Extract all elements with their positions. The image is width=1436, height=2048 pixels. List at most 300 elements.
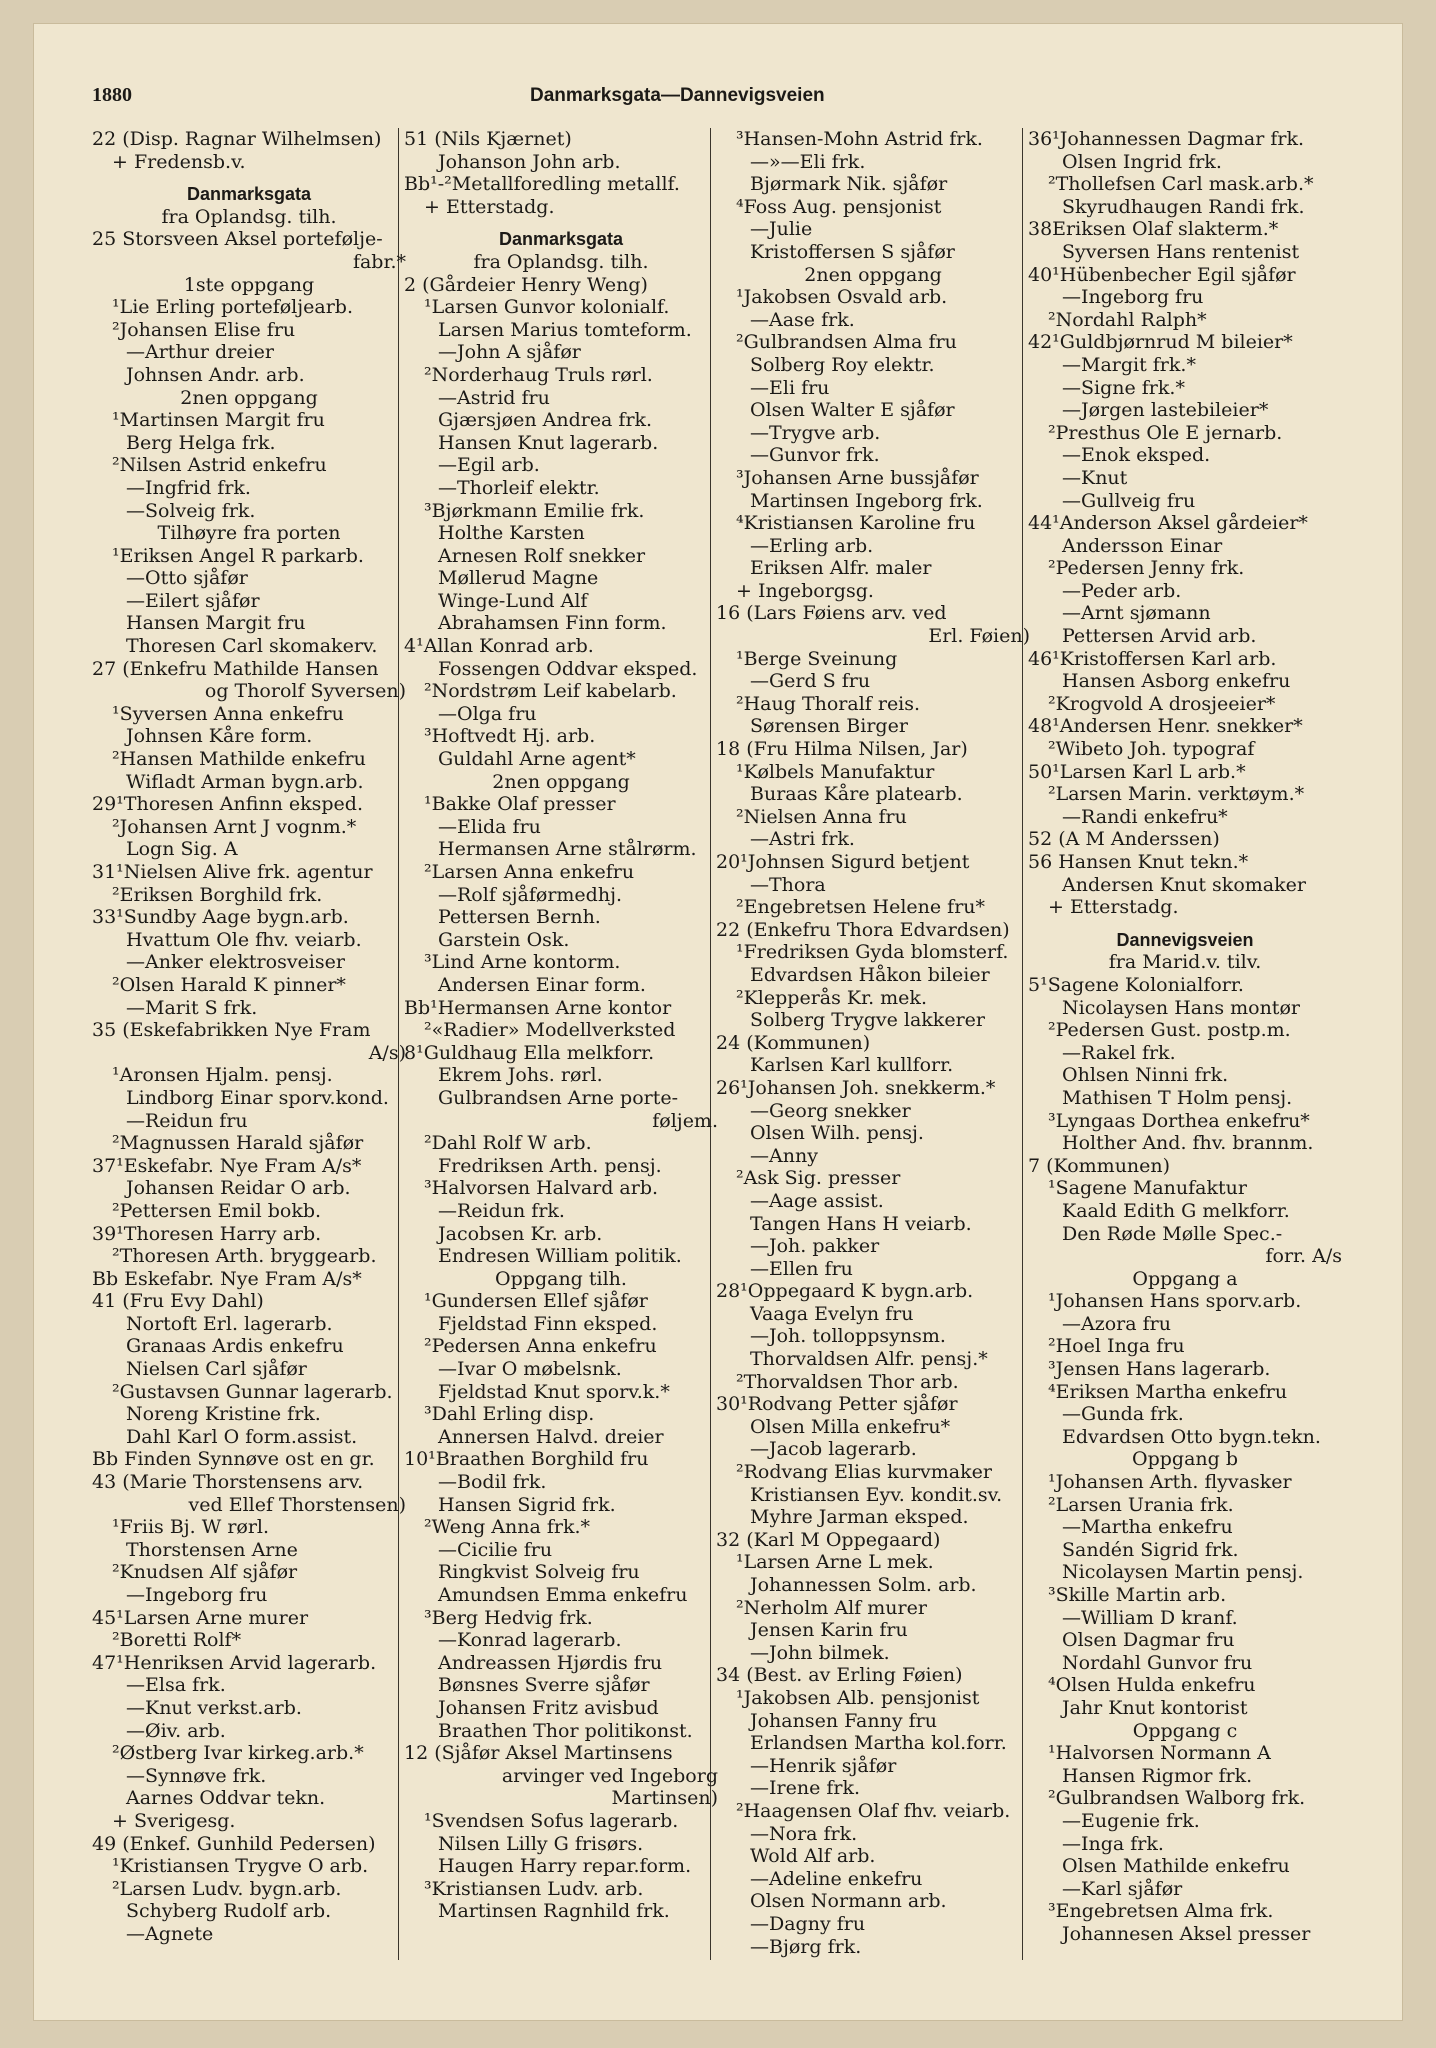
directory-entry: ³Hoftvedt Hj. arb. bbox=[424, 725, 596, 748]
directory-entry: 50¹Larsen Karl L arb.* bbox=[1028, 760, 1246, 783]
directory-entry: Andersen Einar form. bbox=[438, 973, 646, 996]
directory-entry: —John A sjåfør bbox=[438, 341, 581, 364]
directory-entry: Vaaga Evelyn fru bbox=[750, 1302, 914, 1325]
directory-entry: ¹Larsen Gunvor kolonialf. bbox=[424, 296, 670, 319]
directory-entry: —Otto sjåfør bbox=[126, 567, 248, 590]
directory-entry: —Henrik sjåfør bbox=[750, 1754, 897, 1777]
directory-entry: 27 (Enkefru Mathilde Hansen bbox=[92, 657, 379, 680]
directory-entry: 37¹Eskefabr. Nye Fram A/s* bbox=[92, 1154, 362, 1177]
directory-entry: —William D kranf. bbox=[1062, 1606, 1238, 1629]
directory-entry: —Nora frk. bbox=[750, 1822, 858, 1845]
directory-entry: Tilhøyre fra porten bbox=[157, 522, 341, 545]
directory-entry: —Cicilie fru bbox=[438, 1538, 553, 1561]
directory-entry: 18 (Fru Hilma Nilsen, Jar) bbox=[716, 738, 968, 761]
directory-entry: ⁴Kristiansen Karoline fru bbox=[736, 512, 976, 535]
directory-entry: —Knut verkst.arb. bbox=[126, 1696, 302, 1719]
directory-entry: Andersson Einar bbox=[1062, 534, 1223, 557]
directory-entry: —Rakel frk. bbox=[1062, 1041, 1176, 1064]
directory-entry: og Thorolf Syversen) bbox=[204, 680, 406, 703]
directory-entry: Edvardsen Håkon bileier bbox=[750, 963, 990, 986]
directory-entry: 35 (Eskefabrikken Nye Fram bbox=[92, 1019, 371, 1042]
directory-entry: Martinsen) bbox=[611, 1787, 718, 1810]
directory-entry: —Bjørg frk. bbox=[750, 1935, 862, 1958]
directory-entry: Olsen Mathilde enkefru bbox=[1062, 1855, 1290, 1878]
directory-entry: Andersen Knut skomaker bbox=[1062, 873, 1306, 896]
directory-entry: —Ingeborg fru bbox=[1062, 286, 1204, 309]
directory-entry: Skyrudhaugen Randi frk. bbox=[1062, 195, 1305, 218]
directory-entry: Wold Alf arb. bbox=[750, 1845, 876, 1868]
directory-entry: ²Weng Anna frk.* bbox=[424, 1516, 591, 1539]
directory-entry: ²Thoresen Arth. bryggearb. bbox=[112, 1245, 377, 1268]
directory-entry: + Sverigesg. bbox=[112, 1809, 236, 1832]
directory-entry: Hansen Margit fru bbox=[126, 612, 306, 635]
directory-entry: 24 (Kommunen) bbox=[716, 1031, 871, 1054]
directory-entry: Erl. Føien) bbox=[928, 625, 1030, 648]
directory-column-2 bbox=[404, 128, 718, 1923]
directory-entry: ²Olsen Harald K pinner* bbox=[112, 973, 346, 996]
directory-entry: —Julie bbox=[750, 218, 813, 241]
directory-entry: —Knut bbox=[1062, 466, 1128, 489]
directory-entry: Kaald Edith G melkforr. bbox=[1062, 1199, 1290, 1222]
directory-entry: Aarnes Oddvar tekn. bbox=[126, 1787, 326, 1810]
directory-entry: ³Lyngaas Dorthea enkefru* bbox=[1048, 1109, 1310, 1132]
directory-entry: —Synnøve frk. bbox=[126, 1764, 267, 1787]
directory-entry: + Etterstadg. bbox=[1048, 896, 1179, 919]
directory-entry: —Arthur dreier bbox=[126, 341, 274, 364]
directory-entry: Braathen Thor politikonst. bbox=[438, 1719, 693, 1742]
directory-entry: + Fredensb.v. bbox=[112, 150, 246, 173]
running-title: Danmarksgata—Dannevigsveien bbox=[530, 85, 825, 106]
directory-entry: arvinger ved Ingeborg bbox=[501, 1764, 718, 1787]
directory-entry: —Astri frk. bbox=[750, 828, 855, 851]
directory-entry: Johansen Reidar O arb. bbox=[126, 1177, 351, 1200]
directory-entry: ²Boretti Rolf* bbox=[112, 1629, 242, 1652]
directory-entry: Arnesen Rolf snekker bbox=[438, 544, 646, 567]
directory-entry: Johannesen Aksel presser bbox=[1062, 1922, 1311, 1945]
directory-entry: —Egil arb. bbox=[438, 454, 540, 477]
directory-entry: —Reidun fru bbox=[126, 1109, 248, 1132]
directory-entry: Nilsen Lilly G frisørs. bbox=[438, 1832, 644, 1855]
directory-entry: Thorvaldsen Alfr. pensj.* bbox=[750, 1348, 988, 1371]
directory-entry: —Adeline enkefru bbox=[750, 1867, 923, 1890]
directory-entry: —Gullveig fru bbox=[1062, 489, 1196, 512]
directory-entry: Bjørmark Nik. sjåfør bbox=[750, 173, 948, 196]
directory-entry: Jacobsen Kr. arb. bbox=[438, 1222, 603, 1245]
directory-entry: Johansen Fritz avisbud bbox=[438, 1696, 659, 1719]
directory-entry: —Anny bbox=[750, 1144, 818, 1167]
directory-entry: Fredriksen Arth. pensj. bbox=[438, 1154, 662, 1177]
directory-entry: Tangen Hans H veiarb. bbox=[750, 1212, 972, 1235]
directory-entry: fra Oplandsg. tilh. bbox=[161, 205, 337, 228]
directory-entry: 8¹Guldhaug Ella melkforr. bbox=[404, 1041, 655, 1064]
directory-entry: ³Halvorsen Halvard arb. bbox=[424, 1177, 659, 1200]
directory-entry: 20¹Johnsen Sigurd betjent bbox=[716, 851, 970, 873]
directory-entry: Bb Finden Synnøve ost en gr. bbox=[92, 1448, 375, 1471]
directory-entry: ¹Martinsen Margit fru bbox=[112, 409, 325, 432]
page-number: 1880 bbox=[92, 84, 132, 106]
directory-entry: ²Nilsen Astrid enkefru bbox=[112, 454, 327, 477]
directory-entry: ¹Friis Bj. W rørl. bbox=[112, 1516, 270, 1539]
directory-entry: ²Larsen Marin. verktøym.* bbox=[1048, 783, 1305, 806]
directory-entry: ³Lind Arne kontorm. bbox=[424, 951, 621, 974]
directory-entry: —Eilert sjåfør bbox=[126, 589, 260, 612]
directory-entry: —Thorleif elektr. bbox=[438, 476, 600, 499]
directory-entry: + Etterstadg. bbox=[424, 195, 555, 218]
directory-column-3 bbox=[716, 128, 1030, 1958]
directory-entry: Hansen Sigrid frk. bbox=[438, 1493, 616, 1516]
directory-entry: Olsen Dagmar fru bbox=[1062, 1629, 1235, 1652]
directory-entry: Olsen Walter E sjåfør bbox=[750, 399, 955, 422]
directory-entry: ¹Kølbels Manufaktur bbox=[736, 760, 935, 783]
directory-entry: ¹Kristiansen Trygve O arb. bbox=[112, 1855, 369, 1878]
directory-entry: ²Thollefsen Carl mask.arb.* bbox=[1048, 173, 1314, 196]
street-heading: Danmarksgata bbox=[186, 184, 312, 205]
directory-entry: 41 (Fru Evy Dahl) bbox=[92, 1290, 264, 1313]
directory-entry: 36¹Johannessen Dagmar frk. bbox=[1028, 128, 1305, 150]
directory-entry: Ringkvist Solveig fru bbox=[438, 1561, 640, 1584]
directory-entry: —Aase frk. bbox=[750, 308, 855, 331]
directory-entry: —Gunvor frk. bbox=[750, 444, 880, 467]
directory-entry: —Rolf sjåførmedhj. bbox=[438, 883, 623, 906]
directory-entry: Pettersen Bernh. bbox=[438, 906, 601, 929]
directory-entry: 25 Storsveen Aksel portefølje- bbox=[92, 228, 383, 251]
directory-entry: ²Magnussen Harald sjåfør bbox=[112, 1132, 364, 1155]
directory-entry: Bb¹Hermansen Arne kontor bbox=[404, 996, 672, 1019]
directory-entry: Bb¹-²Metallforedling metallf. bbox=[404, 173, 680, 196]
directory-entry: Holthe Karsten bbox=[438, 522, 585, 545]
directory-entry: Oppgang a bbox=[1132, 1267, 1238, 1290]
directory-entry: ²Krogvold A drosjeeier* bbox=[1048, 692, 1276, 715]
directory-entry: ¹Johansen Arth. flyvasker bbox=[1048, 1471, 1292, 1494]
directory-entry: —Solveig frk. bbox=[126, 499, 256, 522]
directory-entry: ¹Jakobsen Alb. pensjonist bbox=[736, 1686, 980, 1709]
directory-entry: ¹Gundersen Ellef sjåfør bbox=[424, 1290, 648, 1313]
directory-entry: 22 (Enkefru Thora Edvardsen) bbox=[716, 918, 1010, 941]
directory-entry: ¹Syversen Anna enkefru bbox=[112, 702, 344, 725]
directory-entry: 29¹Thoresen Anfinn eksped. bbox=[92, 793, 364, 816]
directory-entry: 33¹Sundby Aage bygn.arb. bbox=[92, 906, 349, 929]
directory-entry: —Ingfrid frk. bbox=[126, 476, 251, 499]
directory-entry: ²Klepperås Kr. mek. bbox=[736, 986, 927, 1009]
directory-entry: —Georg snekker bbox=[750, 1099, 911, 1122]
directory-entry: 2 (Gårdeier Henry Weng) bbox=[404, 273, 648, 296]
directory-entry: Martinsen Ingeborg frk. bbox=[750, 489, 983, 512]
directory-entry: ⁴Olsen Hulda enkefru bbox=[1048, 1674, 1256, 1697]
directory-entry: ²Larsen Anna enkefru bbox=[424, 861, 635, 883]
directory-entry: Thoresen Carl skomakerv. bbox=[126, 635, 378, 658]
directory-entry: ²Haug Thoralf reis. bbox=[736, 692, 921, 715]
directory-entry: ²Larsen Urania frk. bbox=[1048, 1493, 1234, 1516]
directory-entry: ²Larsen Ludv. bygn.arb. bbox=[112, 1877, 342, 1900]
directory-entry: Gulbrandsen Arne porte- bbox=[438, 1086, 679, 1109]
directory-entry: Hermansen Arne stålrørm. bbox=[438, 838, 697, 861]
directory-entry: —Elida fru bbox=[438, 815, 541, 838]
directory-entry: Thorstensen Arne bbox=[126, 1538, 298, 1561]
directory-entry: ²Østberg Ivar kirkeg.arb.* bbox=[112, 1742, 364, 1765]
directory-entry: 12 (Sjåfør Aksel Martinsens bbox=[404, 1742, 673, 1765]
directory-entry: ²Norderhaug Truls rørl. bbox=[424, 363, 653, 386]
directory-entry: føljem. bbox=[652, 1109, 718, 1132]
directory-entry: Erlandsen Martha kol.forr. bbox=[750, 1732, 1007, 1755]
directory-entry: —Peder arb. bbox=[1062, 579, 1182, 602]
directory-entry: Olsen Wilh. pensj. bbox=[750, 1122, 924, 1145]
directory-entry: ³Berg Hedvig frk. bbox=[424, 1606, 593, 1629]
directory-entry: 31¹Nielsen Alive frk. agentur bbox=[92, 861, 373, 883]
directory-entry: ²Nielsen Anna fru bbox=[736, 805, 907, 828]
directory-entry: Annersen Halvd. dreier bbox=[438, 1425, 664, 1448]
directory-entry: fra Oplandsg. tilh. bbox=[473, 250, 649, 273]
directory-entry: 10¹Braathen Borghild fru bbox=[404, 1448, 649, 1471]
directory-entry: ²Ask Sig. presser bbox=[736, 1167, 901, 1190]
directory-entry: Karlsen Karl kullforr. bbox=[750, 1054, 954, 1077]
directory-entry: ²Johansen Arnt J vognm.* bbox=[112, 815, 357, 838]
directory-entry: ³Johansen Arne bussjåfør bbox=[736, 466, 979, 489]
directory-entry: —Randi enkefru* bbox=[1062, 805, 1228, 828]
directory-entry: ²Gulbrandsen Alma fru bbox=[736, 331, 957, 354]
directory-entry: —Ellen fru bbox=[750, 1257, 853, 1280]
directory-entry: 7 (Kommunen) bbox=[1028, 1154, 1171, 1177]
directory-entry: —Ingeborg fru bbox=[126, 1584, 268, 1606]
directory-entry: —Joh. tolloppsynsm. bbox=[750, 1325, 946, 1348]
directory-entry: —Eli fru bbox=[750, 376, 830, 399]
directory-entry: Endresen William politik. bbox=[438, 1245, 682, 1268]
directory-entry: 32 (Karl M Oppegaard) bbox=[716, 1528, 941, 1551]
directory-entry: ²Thorvaldsen Thor arb. bbox=[736, 1370, 959, 1393]
directory-entry: Larsen Marius tomteform. bbox=[438, 318, 692, 341]
directory-entry: 38Eriksen Olaf slakterm.* bbox=[1028, 218, 1279, 241]
directory-entry: ²Dahl Rolf W arb. bbox=[424, 1132, 592, 1155]
directory-entry: —Erling arb. bbox=[750, 534, 874, 557]
directory-entry: 22 (Disp. Ragnar Wilhelmsen) bbox=[92, 128, 382, 150]
directory-entry: 5¹Sagene Kolonialforr. bbox=[1028, 973, 1244, 996]
directory-entry: —Trygve arb. bbox=[750, 421, 881, 444]
directory-entry: Fossengen Oddvar eksped. bbox=[438, 657, 698, 680]
directory-entry: —John bilmek. bbox=[750, 1641, 890, 1664]
directory-entry: Jahr Knut kontorist bbox=[1062, 1696, 1248, 1719]
directory-entry: —Eugenie frk. bbox=[1062, 1809, 1200, 1832]
directory-entry: Logn Sig. A bbox=[126, 838, 238, 861]
directory-entry: ²Pedersen Gust. postp.m. bbox=[1048, 1019, 1291, 1042]
directory-entry: 56 Hansen Knut tekn.* bbox=[1028, 851, 1249, 873]
directory-entry: Nordahl Gunvor fru bbox=[1062, 1651, 1253, 1674]
directory-entry: Solberg Roy elektr. bbox=[750, 353, 935, 376]
directory-entry: Andreassen Hjørdis fru bbox=[438, 1651, 663, 1674]
directory-entry: ¹Halvorsen Normann A bbox=[1048, 1742, 1271, 1765]
directory-entry: —Dagny fru bbox=[750, 1912, 866, 1935]
directory-entry: 34 (Best. av Erling Føien) bbox=[716, 1664, 963, 1687]
directory-entry: 51 (Nils Kjærnet) bbox=[404, 128, 572, 150]
directory-entry: —»—Eli frk. bbox=[750, 150, 866, 173]
directory-entry: ²Engebretsen Helene fru* bbox=[736, 896, 986, 919]
directory-entry: —Jacob lagerarb. bbox=[750, 1438, 917, 1461]
directory-entry: 40¹Hübenbecher Egil sjåfør bbox=[1028, 263, 1296, 286]
directory-entry: Solberg Trygve lakkerer bbox=[750, 1009, 985, 1032]
directory-entry: Bønsnes Sverre sjåfør bbox=[438, 1674, 650, 1697]
directory-entry: ³Kristiansen Ludv. arb. bbox=[424, 1877, 644, 1900]
directory-entry: Oppgang tilh. bbox=[495, 1267, 627, 1290]
directory-entry: forr. A/s bbox=[1265, 1245, 1342, 1268]
directory-entry: —Signe frk.* bbox=[1062, 376, 1185, 399]
directory-entry: Johansen Fanny fru bbox=[750, 1709, 937, 1732]
directory-entry: —Øiv. arb. bbox=[126, 1719, 226, 1742]
directory-entry: ¹Svendsen Sofus lagerarb. bbox=[424, 1809, 679, 1832]
directory-entry: Nicolaysen Martin pensj. bbox=[1062, 1561, 1304, 1584]
directory-entry: Olsen Ingrid frk. bbox=[1062, 150, 1222, 173]
directory-entry: ²Pettersen Emil bokb. bbox=[112, 1199, 322, 1222]
directory-entry: Gjærsjøen Andrea frk. bbox=[438, 409, 653, 432]
directory-entry: —Agnete bbox=[126, 1922, 214, 1945]
directory-entry: Amundsen Emma enkefru bbox=[438, 1584, 688, 1606]
directory-entry: fra Marid.v. tilv. bbox=[1108, 951, 1262, 974]
directory-entry: 2nen oppgang bbox=[492, 770, 630, 793]
directory-entry: ³Jensen Hans lagerarb. bbox=[1048, 1358, 1271, 1381]
directory-entry: —Enok eksped. bbox=[1062, 444, 1211, 467]
directory-entry: fabr.* bbox=[352, 250, 406, 273]
directory-entry: —Reidun frk. bbox=[438, 1199, 565, 1222]
directory-entry: Mathisen T Holm pensj. bbox=[1062, 1086, 1293, 1109]
directory-entry: ²Hoel Inga fru bbox=[1048, 1335, 1185, 1358]
directory-entry: + Ingeborgsg. bbox=[736, 579, 874, 602]
directory-entry: Holther And. fhv. brannm. bbox=[1062, 1132, 1314, 1155]
directory-entry: Bb Eskefabr. Nye Fram A/s* bbox=[92, 1267, 362, 1290]
directory-entry: 44¹Anderson Aksel gårdeier* bbox=[1028, 512, 1308, 535]
directory-entry: —Aage assist. bbox=[750, 1189, 884, 1212]
directory-entry: Jensen Karin fru bbox=[750, 1619, 908, 1642]
directory-entry: Lindborg Einar sporv.kond. bbox=[126, 1086, 389, 1109]
directory-entry: 16 (Lars Føiens arv. ved bbox=[716, 602, 947, 625]
directory-entry: ²Hansen Mathilde enkefru bbox=[112, 748, 366, 771]
directory-entry: ²Haagensen Olaf fhv. veiarb. bbox=[736, 1799, 1011, 1822]
directory-entry: —Gunda frk. bbox=[1062, 1403, 1184, 1426]
directory-entry: Hansen Knut lagerarb. bbox=[438, 431, 659, 454]
street-heading: Dannevigsveien bbox=[1116, 929, 1254, 950]
directory-entry: Fjeldstad Knut sporv.k.* bbox=[438, 1380, 670, 1403]
directory-entry: Sørensen Birger bbox=[750, 715, 908, 738]
directory-entry: Winge-Lund Alf bbox=[438, 589, 588, 612]
directory-entry: ⁴Eriksen Martha enkefru bbox=[1048, 1380, 1288, 1403]
directory-entry: 48¹Andersen Henr. snekker* bbox=[1028, 715, 1303, 738]
directory-entry: Fjeldstad Finn eksped. bbox=[438, 1312, 658, 1335]
directory-entry: —Azora fru bbox=[1062, 1312, 1171, 1335]
directory-entry: —Irene frk. bbox=[750, 1777, 861, 1800]
directory-entry: Noreng Kristine frk. bbox=[126, 1403, 321, 1426]
directory-entry: ²Johansen Elise fru bbox=[112, 318, 296, 341]
directory-entry: Ekrem Johs. rørl. bbox=[438, 1064, 603, 1087]
directory-entry: 26¹Johansen Joh. snekkerm.* bbox=[716, 1076, 996, 1099]
directory-entry: ³Hansen-Mohn Astrid frk. bbox=[736, 128, 983, 150]
directory-entry: Abrahamsen Finn form. bbox=[438, 612, 667, 635]
directory-entry: Oppgang b bbox=[1132, 1448, 1238, 1471]
directory-entry: 2nen oppgang bbox=[804, 263, 942, 286]
directory-entry: 4¹Allan Konrad arb. bbox=[404, 635, 594, 658]
directory-entry: Syversen Hans rentenist bbox=[1062, 240, 1300, 263]
directory-column-4 bbox=[1028, 128, 1342, 1946]
directory-entry: Den Røde Mølle Spec.- bbox=[1062, 1222, 1283, 1245]
directory-entry: —Arnt sjømann bbox=[1062, 602, 1211, 625]
directory-entry: Berg Helga frk. bbox=[126, 431, 276, 454]
directory-entry: 43 (Marie Thorstensens arv. bbox=[92, 1471, 364, 1494]
directory-entry: Haugen Harry repar.form. bbox=[438, 1855, 692, 1878]
directory-entry: 46¹Kristoffersen Karl arb. bbox=[1028, 647, 1277, 670]
directory-entry: Kristiansen Eyv. kondit.sv. bbox=[750, 1483, 1003, 1506]
directory-entry: 30¹Rodvang Petter sjåfør bbox=[716, 1393, 958, 1416]
directory-entry: Myhre Jarman eksped. bbox=[750, 1506, 969, 1529]
directory-entry: —Ivar O møbelsnk. bbox=[438, 1358, 622, 1381]
directory-entry: ²«Radier» Modellverksted bbox=[424, 1019, 676, 1042]
directory-entry: Edvardsen Otto bygn.tekn. bbox=[1062, 1425, 1321, 1448]
directory-entry: ²Nordstrøm Leif kabelarb. bbox=[424, 680, 677, 703]
directory-entry: —Marit S frk. bbox=[126, 996, 258, 1019]
directory-entry: —Inga frk. bbox=[1062, 1832, 1164, 1855]
directory-entry: Nortoft Erl. lagerarb. bbox=[126, 1312, 333, 1335]
directory-entry: —Karl sjåfør bbox=[1062, 1877, 1183, 1900]
directory-entry: Møllerud Magne bbox=[438, 567, 599, 590]
directory-entry: 2nen oppgang bbox=[180, 386, 318, 409]
directory-entry: ¹Berge Sveinung bbox=[736, 647, 898, 670]
directory-entry: —Olga fru bbox=[438, 702, 537, 725]
directory-entry: —Thora bbox=[750, 873, 826, 896]
directory-entry: —Konrad lagerarb. bbox=[438, 1629, 622, 1652]
directory-entry: ¹Aronsen Hjalm. pensj. bbox=[112, 1064, 333, 1087]
directory-entry: ¹Lie Erling porteføljearb. bbox=[112, 296, 353, 319]
directory-entry: 28¹Oppegaard K bygn.arb. bbox=[716, 1280, 974, 1303]
directory-entry: ³Dahl Erling disp. bbox=[424, 1403, 595, 1426]
directory-entry: ³Skille Martin arb. bbox=[1048, 1584, 1227, 1606]
directory-entry: ²Nordahl Ralph* bbox=[1048, 308, 1207, 331]
directory-entry: Buraas Kåre platearb. bbox=[750, 783, 963, 806]
directory-entry: Johanson John arb. bbox=[438, 150, 621, 173]
directory-entry: ¹Sagene Manufaktur bbox=[1048, 1177, 1247, 1200]
directory-entry: Johnsen Kåre form. bbox=[126, 725, 313, 748]
directory-entry: ²Rodvang Elias kurvmaker bbox=[736, 1461, 992, 1484]
directory-entry: ²Pedersen Anna enkefru bbox=[424, 1335, 657, 1358]
directory-entry: ¹Eriksen Angel R parkarb. bbox=[112, 544, 364, 567]
directory-entry: Johnsen Andr. arb. bbox=[126, 363, 305, 386]
directory-entry: Schyberg Rudolf arb. bbox=[126, 1900, 332, 1923]
directory-entry: Nielsen Carl sjåfør bbox=[126, 1358, 307, 1381]
directory-entry: ved Ellef Thorstensen) bbox=[188, 1493, 406, 1516]
directory-entry: ¹Fredriksen Gyda blomsterf. bbox=[736, 941, 1009, 964]
directory-entry: ¹Jakobsen Osvald arb. bbox=[736, 286, 948, 309]
directory-entry: ²Wibeto Joh. typograf bbox=[1048, 738, 1255, 761]
directory-entry: 39¹Thoresen Harry arb. bbox=[92, 1222, 322, 1245]
directory-entry: Hansen Rigmor frk. bbox=[1062, 1764, 1253, 1787]
directory-entry: Guldahl Arne agent* bbox=[438, 748, 636, 771]
directory-entry: ³Engebretsen Alma frk. bbox=[1048, 1900, 1274, 1923]
directory-entry: Hvattum Ole fhv. veiarb. bbox=[126, 928, 362, 951]
directory-entry: —Jørgen lastebileier* bbox=[1062, 399, 1269, 422]
directory-entry: Hansen Asborg enkefru bbox=[1062, 670, 1291, 693]
directory-entry: —Martha enkefru bbox=[1062, 1516, 1233, 1539]
directory-entry: Nicolaysen Hans montør bbox=[1062, 996, 1300, 1019]
directory-entry: ¹Larsen Arne L mek. bbox=[736, 1551, 934, 1574]
directory-entry: Wifladt Arman bygn.arb. bbox=[126, 770, 364, 793]
directory-entry: Kristoffersen S sjåfør bbox=[750, 240, 955, 263]
directory-entry: ³Bjørkmann Emilie frk. bbox=[424, 499, 645, 522]
directory-entry: —Margit frk.* bbox=[1062, 353, 1196, 376]
directory-entry: —Joh. pakker bbox=[750, 1235, 880, 1258]
directory-entry: 45¹Larsen Arne murer bbox=[92, 1606, 309, 1629]
directory-column-1 bbox=[92, 128, 406, 1946]
directory-entry: Garstein Osk. bbox=[438, 928, 570, 951]
directory-entry: Olsen Milla enkefru* bbox=[750, 1415, 951, 1438]
directory-entry: Sandén Sigrid frk. bbox=[1062, 1538, 1239, 1561]
directory-entry: —Gerd S fru bbox=[750, 670, 871, 693]
street-heading: Danmarksgata bbox=[498, 229, 624, 250]
directory-entry: Ohlsen Ninni frk. bbox=[1062, 1064, 1229, 1087]
directory-entry: Martinsen Ragnhild frk. bbox=[438, 1900, 670, 1923]
directory-entry: ²Presthus Ole E jernarb. bbox=[1048, 421, 1283, 444]
